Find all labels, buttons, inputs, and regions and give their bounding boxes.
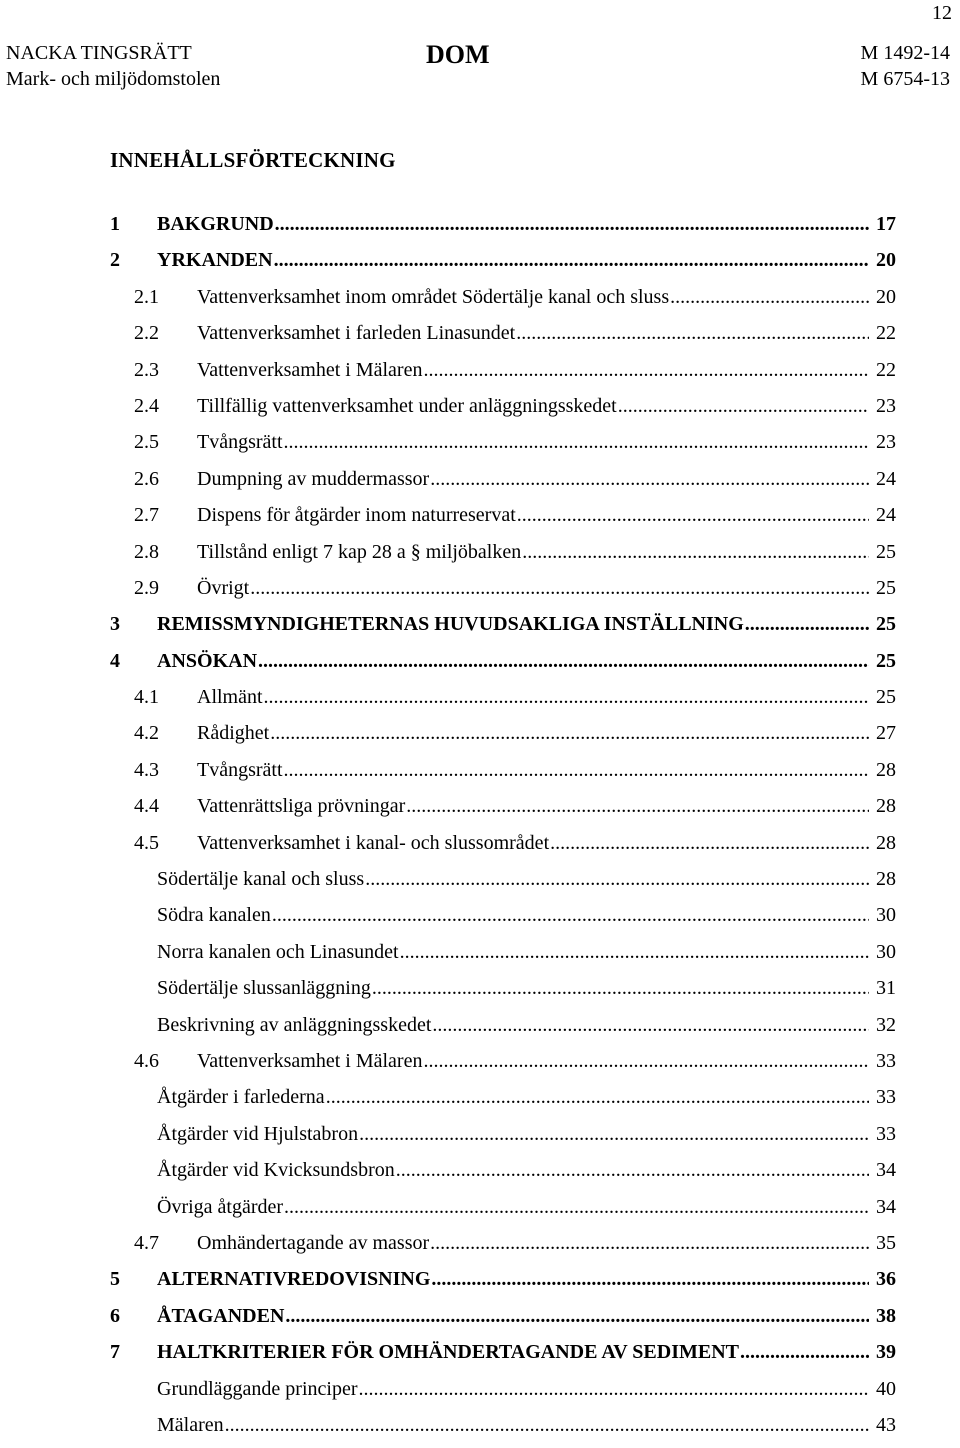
toc-entry-page: 22: [876, 322, 896, 345]
toc-entry[interactable]: [110, 393, 896, 429]
toc-entry-title: HALTKRITERIER FÖR OMHÄNDERTAGANDE AV SEDIMENT: [157, 1341, 739, 1364]
toc-dot-leader: [284, 757, 869, 783]
toc-dot-leader: [423, 357, 869, 383]
toc-dot-leader: [275, 211, 869, 237]
toc-entry-title: Södertälje kanal och sluss: [157, 868, 365, 891]
toc-entry-title: REMISSMYNDIGHETERNAS HUVUDSAKLIGA INSTÄLLNING: [157, 613, 744, 636]
toc-dot-leader: [359, 1121, 869, 1147]
toc-entry[interactable]: [110, 648, 896, 684]
toc-entry[interactable]: [110, 1230, 896, 1266]
toc-dot-leader: [358, 1376, 869, 1402]
toc-entry[interactable]: [110, 1339, 896, 1375]
toc-entry[interactable]: [110, 793, 896, 829]
toc-entry-page: 32: [876, 1013, 896, 1036]
toc-entry-number: 2.4: [134, 394, 159, 417]
page-number: 12: [932, 2, 952, 24]
toc-entry-title: Södra kanalen: [157, 904, 271, 927]
toc-entry-page: 28: [876, 868, 896, 891]
toc-entry-page: 23: [876, 431, 896, 454]
toc-dot-leader: [250, 575, 869, 601]
case-number-1: M 1492-14: [860, 42, 950, 64]
toc-entry-page: 34: [876, 1159, 896, 1182]
toc-entry-page: 27: [876, 722, 896, 745]
toc-entry-title: Övriga åtgärder: [157, 1195, 284, 1218]
toc-entry-title: Omhändertagande av massor: [197, 1231, 430, 1254]
toc-dot-leader: [365, 866, 869, 892]
toc-entry[interactable]: [110, 1266, 896, 1302]
toc-dot-leader: [400, 939, 869, 965]
toc-entry-title: ALTERNATIVREDOVISNING: [157, 1268, 431, 1291]
toc-entry-title: Rådighet: [197, 722, 270, 745]
toc-entry[interactable]: [110, 611, 896, 647]
toc-entry-page: 28: [876, 831, 896, 854]
toc-entry-page: 31: [876, 977, 896, 1000]
toc-entry-title: Allmänt: [197, 686, 263, 709]
toc-entry-page: 20: [876, 249, 896, 272]
toc-entry-page: 30: [876, 940, 896, 963]
toc-entry-page: 38: [876, 1304, 896, 1327]
toc-entry-title: Vattenrättsliga prövningar: [197, 795, 406, 818]
toc-entry-page: 34: [876, 1195, 896, 1218]
toc-entry-title: Tillfällig vattenverksamhet under anläggningsskedet: [197, 394, 617, 417]
toc-entry-page: 33: [876, 1122, 896, 1145]
toc-dot-leader: [274, 247, 869, 273]
court-block: [6, 40, 220, 92]
toc-entry-title: Vattenverksamhet i farleden Linasundet: [197, 322, 516, 345]
toc-entry-page: 25: [876, 540, 896, 563]
toc-dot-leader: [284, 429, 869, 455]
toc-entry-title: Norra kanalen och Linasundet: [157, 940, 399, 963]
toc-dot-leader: [550, 830, 869, 856]
toc-dot-leader: [516, 320, 869, 346]
toc-dot-leader: [270, 720, 869, 746]
toc-entry[interactable]: [110, 684, 896, 720]
toc-entry-title: Vattenverksamhet i kanal- och slussområdet: [197, 831, 550, 854]
toc-dot-leader: [326, 1084, 869, 1110]
toc-entry[interactable]: [110, 539, 896, 575]
toc-entry-title: Tvångsrätt: [197, 758, 283, 781]
toc-dot-leader: [522, 539, 869, 565]
toc-dot-leader: [264, 684, 869, 710]
toc-entry[interactable]: [110, 247, 896, 283]
toc-dot-leader: [284, 1194, 869, 1220]
toc-entry-number: 4.5: [134, 831, 159, 854]
toc-entry-page: 33: [876, 1086, 896, 1109]
toc-entry[interactable]: [110, 866, 896, 902]
toc-dot-leader: [618, 393, 869, 419]
toc-entry-number: 3: [110, 613, 120, 636]
toc-dot-leader: [258, 648, 869, 674]
toc-dot-leader: [745, 611, 869, 637]
toc-dot-leader: [225, 1412, 869, 1438]
toc-entry-number: 2: [110, 249, 120, 272]
document-header: [6, 40, 950, 96]
toc-dot-leader: [431, 1266, 869, 1292]
toc-entry[interactable]: [110, 757, 896, 793]
toc-entry-number: 2.3: [134, 358, 159, 381]
toc-dot-leader: [372, 975, 869, 1001]
toc-entry-number: 4: [110, 649, 120, 672]
toc-dot-leader: [285, 1303, 869, 1329]
toc-entry-title: Vattenverksamhet i Mälaren: [197, 358, 423, 381]
case-number-2: M 6754-13: [860, 68, 950, 90]
toc-entry-page: 25: [876, 613, 896, 636]
toc-dot-leader: [272, 902, 869, 928]
toc-entry-number: 2.5: [134, 431, 159, 454]
toc-entry[interactable]: [110, 975, 896, 1011]
toc-entry-number: 4.1: [134, 686, 159, 709]
toc-entry-title: Dispens för åtgärder inom naturreservat: [197, 504, 516, 527]
toc-entry[interactable]: [110, 502, 896, 538]
toc-entry[interactable]: [110, 466, 896, 502]
toc-entry-page: 24: [876, 504, 896, 527]
toc-entry[interactable]: [110, 1412, 896, 1448]
toc-entry[interactable]: [110, 429, 896, 465]
toc-entry-page: 25: [876, 649, 896, 672]
toc-entry-number: 4.3: [134, 758, 159, 781]
toc-entry-number: 2.2: [134, 322, 159, 345]
toc-entry-title: Tvångsrätt: [197, 431, 283, 454]
toc-entry-title: ANSÖKAN: [157, 649, 258, 672]
toc-entry-number: 2.6: [134, 467, 159, 490]
toc-entry-number: 2.8: [134, 540, 159, 563]
toc-dot-leader: [406, 793, 869, 819]
toc-entry[interactable]: [110, 320, 896, 356]
toc-entry-number: 5: [110, 1268, 120, 1291]
toc-entry-title: Beskrivning av anläggningsskedet: [157, 1013, 432, 1036]
toc-entry[interactable]: [110, 830, 896, 866]
toc-entry-title: ÅTAGANDEN: [157, 1304, 285, 1327]
document-type: DOM: [426, 40, 490, 69]
toc-entry[interactable]: [110, 1048, 896, 1084]
toc-entry-page: 20: [876, 285, 896, 308]
toc-entry-number: 4.4: [134, 795, 159, 818]
toc-entry-page: 25: [876, 686, 896, 709]
toc-entry[interactable]: [110, 720, 896, 756]
toc-entry[interactable]: [110, 1194, 896, 1230]
toc-entry-number: 1: [110, 213, 120, 235]
toc-entry-title: Mälaren: [157, 1413, 224, 1436]
court-name: NACKA TINGSRÄTT: [6, 42, 192, 64]
toc-entry-page: 23: [876, 394, 896, 417]
toc-entry-page: 33: [876, 1049, 896, 1072]
toc-entry-title: Vattenverksamhet inom området Södertälje kanal och sluss: [197, 285, 670, 308]
toc-entry-title: YRKANDEN: [157, 249, 273, 272]
toc-entry-page: 43: [876, 1413, 896, 1436]
toc-dot-leader: [423, 1048, 869, 1074]
toc-entry-page: 35: [876, 1231, 896, 1254]
toc-entry[interactable]: [110, 284, 896, 320]
toc-entry-number: 2.1: [134, 285, 159, 308]
toc-entry-title: Tillstånd enligt 7 kap 28 a § miljöbalken: [197, 540, 522, 563]
toc-entry-page: 28: [876, 795, 896, 818]
toc-entry[interactable]: [110, 357, 896, 393]
toc-entry[interactable]: [110, 1303, 896, 1339]
toc-entry[interactable]: [110, 1157, 896, 1193]
toc-entry[interactable]: [110, 1012, 896, 1048]
toc-entry-title: Övrigt: [197, 576, 250, 599]
toc-entry-page: 24: [876, 467, 896, 490]
toc-dot-leader: [432, 1012, 869, 1038]
toc-dot-leader: [740, 1339, 869, 1365]
toc-entry-title: Åtgärder vid Kvicksundsbron: [157, 1159, 395, 1182]
toc-dot-leader: [396, 1157, 869, 1183]
toc-entry-page: 36: [876, 1268, 896, 1291]
toc-entry-number: 7: [110, 1341, 120, 1364]
toc-entry-page: 22: [876, 358, 896, 381]
toc-entry[interactable]: [110, 575, 896, 611]
toc-entry-title: Vattenverksamhet i Mälaren: [197, 1049, 423, 1072]
toc-entry[interactable]: [110, 939, 896, 975]
toc-entry-number: 4.2: [134, 722, 159, 745]
toc-entry-title: Södertälje slussanläggning: [157, 977, 371, 1000]
toc-entry-title: Åtgärder i farlederna: [157, 1086, 325, 1109]
toc-entry-page: 28: [876, 758, 896, 781]
toc-entry-page: 39: [876, 1341, 896, 1364]
toc-entry[interactable]: [110, 902, 896, 938]
toc-entry-title: BAKGRUND: [157, 213, 274, 235]
toc-entry-page: 40: [876, 1377, 896, 1400]
toc-entry-page: 30: [876, 904, 896, 927]
toc-entry-title: Åtgärder vid Hjulstabron: [157, 1122, 359, 1145]
case-numbers: [861, 40, 950, 92]
toc-entry-title: Grundläggande principer: [157, 1377, 358, 1400]
toc-dot-leader: [430, 466, 869, 492]
toc-entry[interactable]: [110, 1376, 896, 1412]
toc-entry-number: 4.6: [134, 1049, 159, 1072]
toc-entry-number: 6: [110, 1304, 120, 1327]
toc-entry-title: Dumpning av muddermassor: [197, 467, 430, 490]
toc-entry[interactable]: [110, 1084, 896, 1120]
toc-entry-number: 2.7: [134, 504, 159, 527]
toc-entry[interactable]: [110, 211, 896, 247]
toc-entry-page: 17: [876, 213, 896, 235]
toc-entry-page: 25: [876, 576, 896, 599]
toc-entry-number: 2.9: [134, 576, 159, 599]
table-of-contents: [110, 211, 896, 1448]
court-division: Mark- och miljödomstolen: [6, 68, 221, 90]
toc-dot-leader: [670, 284, 869, 310]
toc-entry-number: 4.7: [134, 1231, 159, 1254]
toc-dot-leader: [517, 502, 869, 528]
toc-dot-leader: [430, 1230, 869, 1256]
toc-title: INNEHÅLLSFÖRTECKNING: [110, 148, 396, 172]
toc-entry[interactable]: [110, 1121, 896, 1157]
